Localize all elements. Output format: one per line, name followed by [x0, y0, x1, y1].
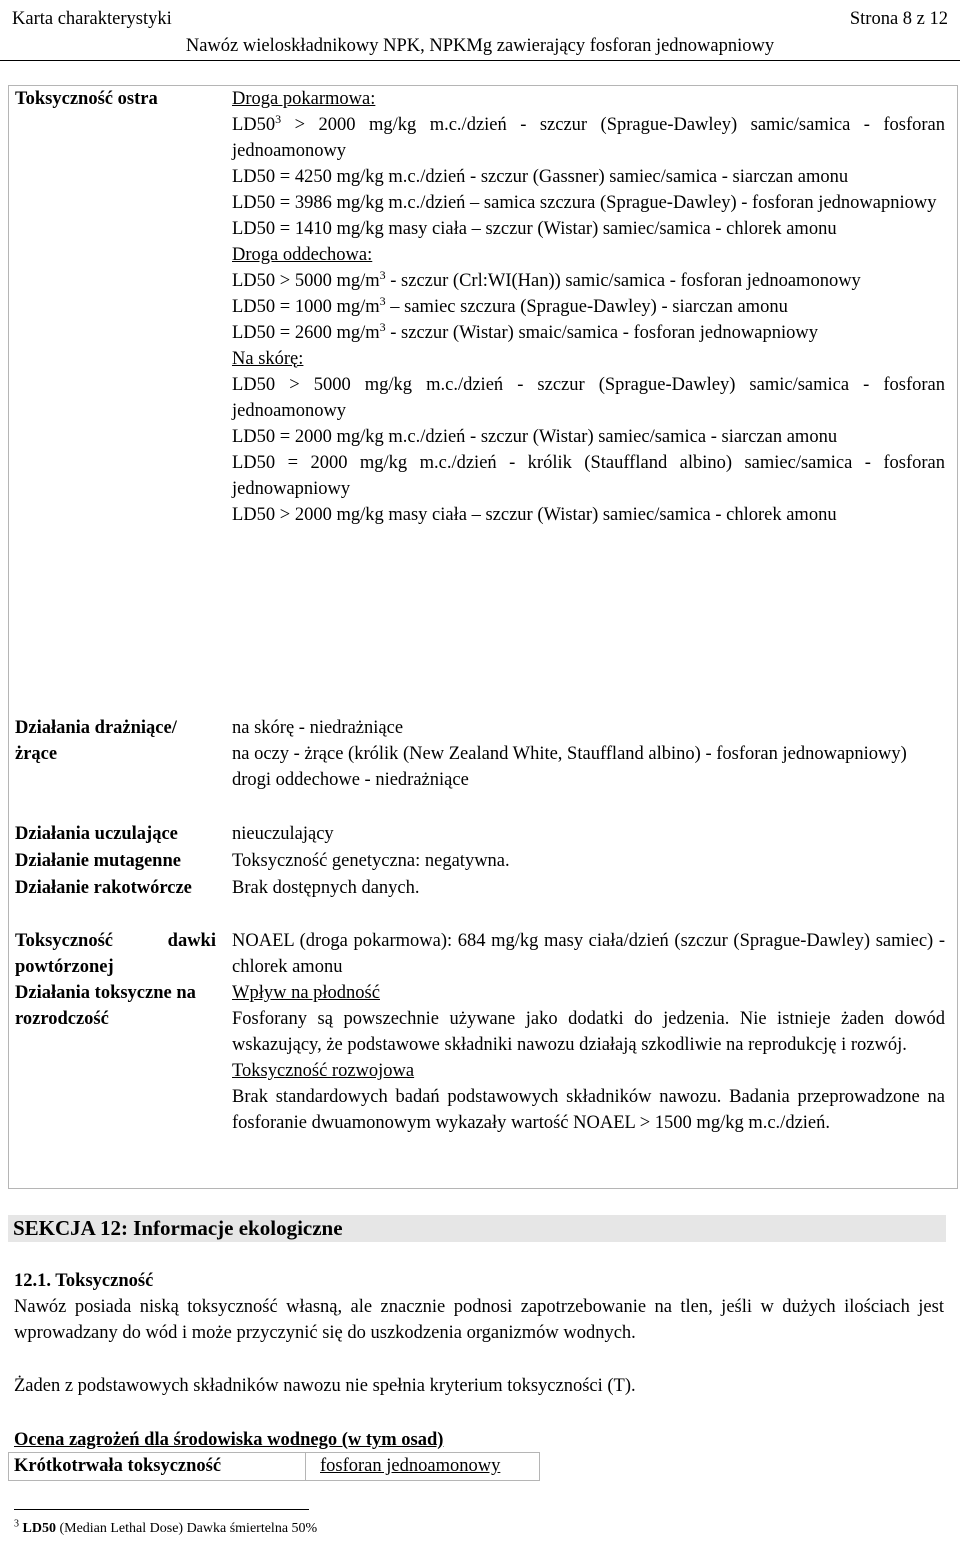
fertility-heading: Wpływ na płodność — [232, 983, 380, 1003]
mutagenicity-label: Działanie mutagenne — [15, 851, 181, 871]
inhalation-heading: Droga oddechowa: — [232, 245, 373, 265]
acute-toxicity-values — [226, 86, 957, 715]
carcinogenicity-value: Brak dostępnych danych. — [232, 878, 420, 898]
repeated-dose-value: NOAEL (droga pokarmowa): 684 mg/kg masy ciała/dzień (szczur (Sprague-Dawley) samiec) - chlorek amonu — [232, 931, 945, 977]
footnote-number: 3 — [14, 1518, 19, 1530]
skin-entry-4: LD50 > 2000 mg/kg masy ciała – szczur (Wistar) samiec/samica - chlorek amonu — [232, 505, 837, 525]
footnote — [14, 1520, 317, 1538]
skin-entry-1: LD50 > 5000 mg/kg m.c./dzień - szczur (Sprague-Dawley) samic/samica - fosforan jednoamonowy — [232, 375, 945, 421]
inhalation-entry-3: LD50 = 2600 $mg/m^3$ - szczur (Wistar) smaic/samica - fosforan jednowapniowy — [232, 319, 818, 343]
sensitisation-value: nieuczulający — [232, 824, 334, 844]
footnote-text: (Median Lethal Dose) Dawka śmiertelna 50% — [55, 1521, 318, 1536]
short-term-toxicity-substance: fosforan jednoamonowy — [320, 1456, 501, 1476]
skin-entry-3: LD50 = 2000 mg/kg m.c./dzień - królik (Stauffland albino) samiec/samica - fosforan jednowapniowy — [232, 453, 945, 499]
aquatic-assessment-heading: Ocena zagrożeń dla środowiska wodnego (w tym osad) — [14, 1430, 444, 1450]
inhalation-entry-2: LD50 = 1000 $mg/m^3$ – samiec szczura (Sprague-Dawley) - siarczan amonu — [232, 293, 788, 317]
oral-entry-2: LD50 = 4250 mg/kg m.c./dzień - szczur (Gassner) samiec/samica - siarczan amonu — [232, 167, 849, 187]
footnote-ref: 3 — [275, 111, 282, 126]
document-title: Karta charakterystyki — [12, 9, 172, 29]
subsection-title: 12.1. Toksyczność — [14, 1271, 154, 1291]
short-term-toxicity-label: Krótkotrwała toksyczność — [9, 1453, 306, 1480]
developmental-heading: Toksyczność rozwojowa — [232, 1061, 415, 1081]
reproductive-label: Działania toksyczne na rozrodczość — [15, 983, 196, 1029]
irritant-row — [9, 715, 957, 821]
carcinogenicity-row — [9, 875, 957, 928]
footnote-term: LD50 — [22, 1521, 56, 1536]
irritant-values: na skórę - niedrażniące na oczy - żrące (królik (New Zealand White, Stauffland albino) - fosforan jednowapniowy) drogi oddechowe - niedrażniące — [232, 718, 907, 790]
sensitisation-label: Działania uczulające — [15, 824, 178, 844]
sensitisation-row — [9, 821, 957, 848]
repeated-dose-label: Toksyczność dawki powtórzonej — [15, 931, 216, 977]
toxicity-paragraph: Nawóz posiada niską toksyczność własną, ale znacznie podnosi zapotrzebowanie na tlen, jeśli w dużych ilościach jest wprowadzany do wód i może przyczynić się do uszkodzenia organizmów wodnych. — [14, 1297, 944, 1343]
skin-entry-2: LD50 = 2000 mg/kg m.c./dzień - szczur (Wistar) samiec/samica - siarczan amonu — [232, 427, 838, 447]
footnote-divider — [14, 1509, 309, 1510]
toxicity-criterion-paragraph: Żaden z podstawowych składników nawozu nie spełnia kryterium toksyczności (T). — [14, 1376, 636, 1396]
section-12-title: SEKCJA 12: Informacje ekologiczne — [8, 1215, 946, 1242]
page-number: Strona 8 z 12 — [849, 9, 948, 29]
product-name: Nawóz wieloskładnikowy NPK, NPKMg zawierający fosforan jednowapniowy — [185, 36, 775, 56]
reproductive-row — [9, 980, 957, 1188]
fertility-text: Fosforany są powszechnie używane jako dodatki do jedzenia. Nie istnieje żaden dowód wskazujący, że podstawowe składniki nawozu działają szkodliwie na reprodukcję i rozwój. — [232, 1009, 945, 1055]
short-term-toxicity-table — [8, 1452, 540, 1481]
mutagenicity-row — [9, 848, 957, 875]
carcinogenicity-label: Działanie rakotwórcze — [15, 878, 192, 898]
acute-toxicity-label: Toksyczność ostra — [15, 89, 158, 109]
acute-toxicity-row — [9, 86, 957, 715]
inhalation-entry-1: LD50 > 5000 $mg/m^3$ - szczur (Crl:WI(Han)) samic/samica - fosforan jednoamonowy — [232, 267, 861, 291]
repeated-dose-row — [9, 928, 957, 980]
irritant-label: Działania drażniące/żrące — [15, 718, 177, 764]
skin-heading: Na skórę: — [232, 349, 304, 369]
oral-entry-3: LD50 = 3986 mg/kg m.c./dzień – samica szczura (Sprague-Dawley) - fosforan jednowapniowy — [232, 193, 937, 213]
page-header — [0, 0, 960, 61]
developmental-text: Brak standardowych badań podstawowych składników nawozu. Badania przeprowadzone na fosforanie dwuamonowym wykazały wartość NOAEL > 1500 mg/kg m.c./dzień. — [232, 1087, 945, 1133]
oral-entry-1: $LD50^3 > 2000$ mg/kg m.c./dzień - szczur (Sprague-Dawley) samic/samica - fosforan jednoamonowy — [232, 111, 945, 161]
oral-heading: Droga pokarmowa: — [232, 89, 376, 109]
toxicity-table — [8, 85, 958, 1189]
oral-entry-4: LD50 = 1410 mg/kg masy ciała – szczur (Wistar) samiec/samica - chlorek amonu — [232, 219, 837, 239]
reproductive-values — [226, 980, 957, 1188]
mutagenicity-value: Toksyczność genetyczna: negatywna. — [232, 851, 510, 871]
